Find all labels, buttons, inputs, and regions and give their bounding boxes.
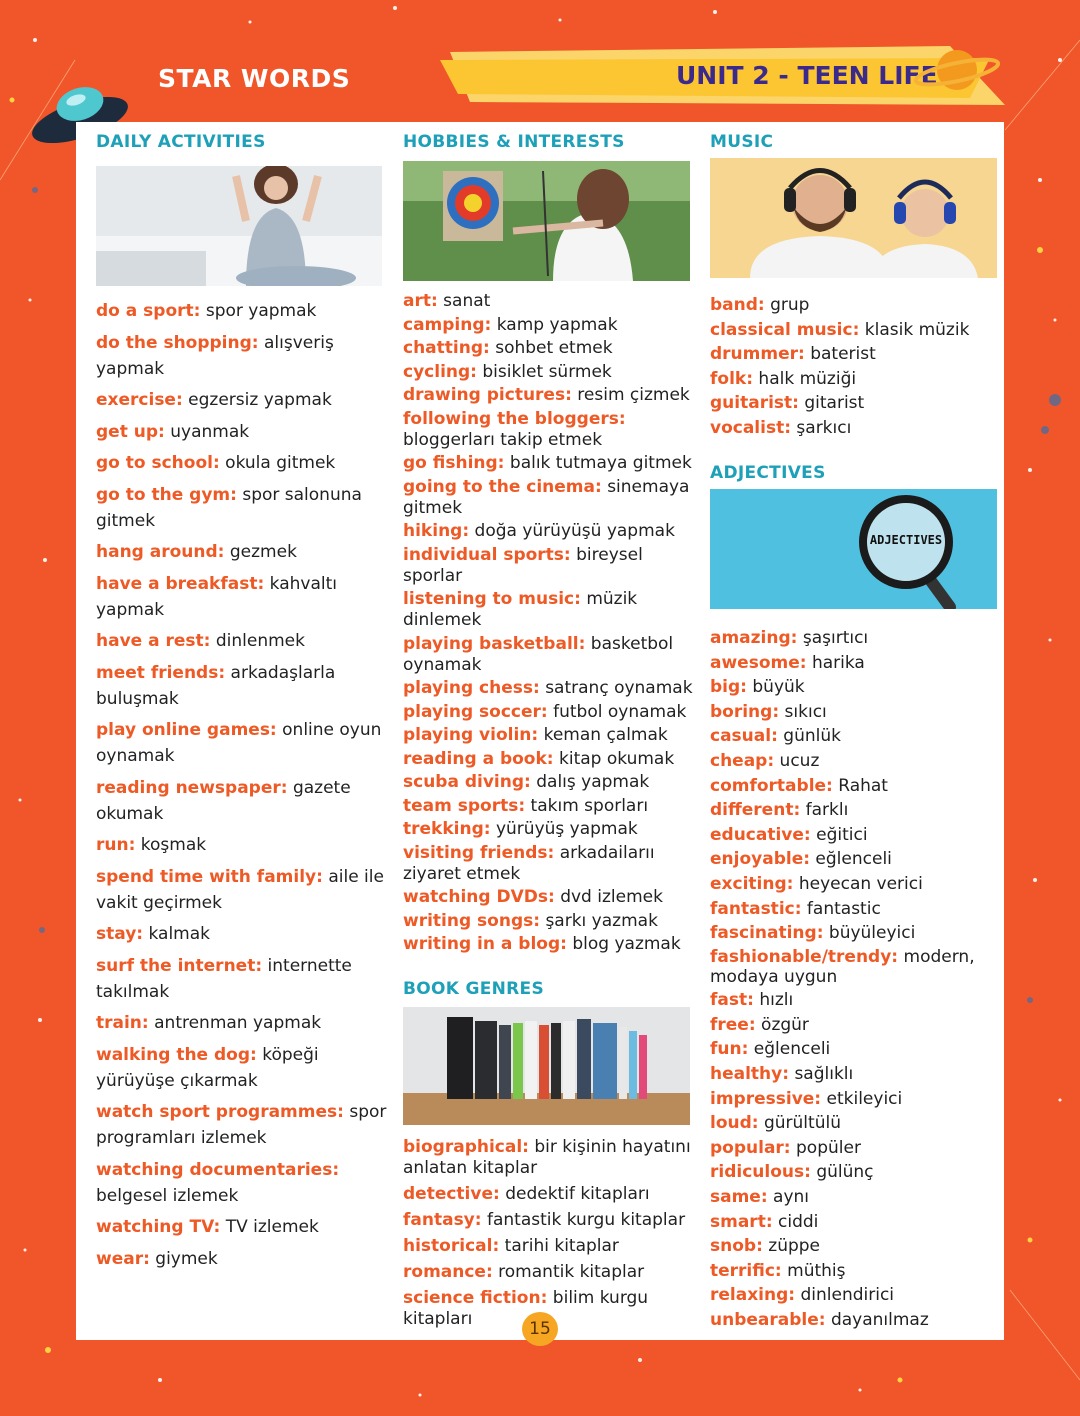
music-title: MUSIC — [710, 132, 774, 152]
daily-activities-column — [96, 122, 388, 1277]
woman-stretching-photo — [96, 166, 382, 286]
daily-item: go to school: okula gitmek — [96, 453, 336, 473]
hobby-item: writing songs: şarkı yazmak — [403, 910, 658, 931]
daily-item: exercise: egzersiz yapmak — [96, 390, 332, 410]
adjective-item: ridiculous: gülünç — [710, 1162, 874, 1183]
daily-item: have a breakfast: kahvaltı yapmak — [96, 573, 337, 620]
book-genre-item: detective: dedektif kitapları — [403, 1184, 650, 1204]
adjective-item: fast: hızlı — [710, 990, 794, 1011]
daily-item: watching documentaries: belgesel izlemek — [96, 1159, 340, 1206]
hobby-item: art: sanat — [403, 291, 491, 311]
adjective-item: different: farklı — [710, 800, 849, 821]
adjective-item: exciting: heyecan verici — [710, 873, 923, 894]
adjectives-image-label: ADJECTIVES — [869, 532, 943, 547]
adjective-item: snob: züppe — [710, 1236, 821, 1257]
daily-item: go to the gym: spor salonuna gitmek — [96, 484, 362, 531]
adjective-item: popular: popüler — [710, 1137, 861, 1158]
hobby-item: team sports: takım sporları — [403, 795, 649, 816]
music-item: classical music: klasik müzik — [710, 319, 970, 340]
daily-item: play online games: online oyun oynamak — [96, 720, 382, 766]
adjective-item: fun: eğlenceli — [710, 1039, 831, 1060]
adjective-item: big: büyük — [710, 677, 805, 698]
daily-item: get up: uyanmak — [96, 421, 250, 442]
adjective-item: casual: günlük — [710, 726, 841, 747]
music-item: band: grup — [710, 295, 810, 315]
hobby-item: following the bloggers: bloggerları takip etmek — [403, 408, 626, 450]
unit-title: UNIT 2 - TEEN LIFE — [676, 61, 938, 90]
adjective-item: fascinating: büyüleyici — [710, 923, 916, 944]
hobby-item: writing in a blog: blog yazmak — [403, 934, 681, 954]
daily-item: have a rest: dinlenmek — [96, 631, 305, 651]
music-item: drummer: baterist — [710, 344, 876, 365]
daily-item: watching TV: TV izlemek — [96, 1217, 319, 1237]
page-number: 15 — [522, 1312, 558, 1346]
archery-photo — [403, 161, 690, 281]
hobbies-column — [403, 122, 698, 1335]
hobbies-title: HOBBIES & INTERESTS — [403, 132, 625, 152]
books-photo — [403, 1007, 690, 1125]
adjective-item: educative: eğitici — [710, 824, 868, 845]
adjective-item: same: aynı — [710, 1187, 810, 1208]
hobby-item: playing soccer: futbol oynamak — [403, 701, 687, 722]
magnifier-photo — [710, 489, 997, 609]
adjective-item: awesome: harika — [710, 652, 865, 673]
adjective-item: enjoyable: eğlenceli — [710, 849, 892, 870]
daily-item: stay: kalmak — [96, 924, 210, 944]
daily-item: surf the internet: internette takılmak — [96, 955, 352, 1002]
hobby-item: going to the cinema: sinemaya gitmek — [403, 476, 690, 518]
daily-item: train: antrenman yapmak — [96, 1013, 322, 1033]
daily-activities-title: DAILY ACTIVITIES — [96, 132, 266, 152]
hobby-item: playing chess: satranç oynamak — [403, 678, 693, 698]
daily-item: spend time with family: aile ile vakit geçirmek — [96, 866, 384, 913]
daily-item: reading newspaper: gazete okumak — [96, 777, 351, 824]
book-genre-item: biographical: bir kişinin hayatını anlatan kitaplar — [403, 1137, 691, 1178]
adjective-item: comfortable: Rahat — [710, 775, 888, 796]
hobby-item: go fishing: balık tutmaya gitmek — [403, 453, 692, 473]
hobby-item: playing violin: keman çalmak — [403, 725, 668, 745]
adjective-item: cheap: ucuz — [710, 750, 820, 771]
hobby-item: watching DVDs: dvd izlemek — [403, 887, 663, 907]
adjective-item: healthy: sağlıklı — [710, 1064, 854, 1085]
hobby-item: listening to music: müzik dinlemek — [403, 589, 638, 630]
daily-item: run: koşmak — [96, 835, 207, 855]
book-genre-item: historical: tarihi kitaplar — [403, 1236, 619, 1256]
book-genre-item: science fiction: bilim kurgu kitapları — [403, 1288, 649, 1329]
hobby-item: chatting: sohbet etmek — [403, 338, 613, 358]
daily-item: wear: giymek — [96, 1248, 218, 1269]
hobby-item: trekking: yürüyüş yapmak — [403, 819, 638, 839]
adjective-item: free: özgür — [710, 1014, 809, 1035]
book-genres-title: BOOK GENRES — [403, 979, 544, 999]
book-genre-item: fantasy: fantastik kurgu kitaplar — [403, 1210, 686, 1230]
adjective-item: fantastic: fantastic — [710, 898, 881, 919]
music-item: folk: halk müziği — [710, 368, 857, 389]
adjective-item: loud: gürültülü — [710, 1113, 841, 1134]
hobby-item: scuba diving: dalış yapmak — [403, 772, 650, 792]
hobby-item: visiting friends: arkadailarıı ziyaret etmek — [403, 842, 655, 884]
adjective-item: smart: ciddi — [710, 1211, 819, 1232]
adjective-item: unbearable: dayanılmaz — [710, 1310, 929, 1330]
adjective-item: terrific: müthiş — [710, 1260, 846, 1281]
book-genre-item: romance: romantik kitaplar — [403, 1262, 645, 1282]
hobby-item: camping: kamp yapmak — [403, 314, 618, 335]
music-item: vocalist: şarkıcı — [710, 417, 852, 438]
music-item: guitarist: gitarist — [710, 393, 865, 414]
adjective-item: relaxing: dinlendirici — [710, 1285, 895, 1306]
daily-item: watch sport programmes: spor programları izlemek — [96, 1102, 387, 1148]
daily-item: hang around: gezmek — [96, 542, 297, 562]
hobby-item: cycling: bisiklet sürmek — [403, 361, 612, 382]
headphones-photo — [710, 158, 997, 278]
adjective-item: amazing: şaşırtıcı — [710, 627, 869, 648]
adjective-item: fashionable/trendy: modern, modaya uygun — [710, 946, 975, 987]
planet-icon — [912, 40, 1002, 104]
vocabulary-panel — [76, 122, 1004, 1340]
daily-item: walking the dog: köpeği yürüyüşe çıkarmak — [96, 1044, 319, 1091]
hobby-item: playing basketball: basketbol oynamak — [403, 633, 674, 675]
daily-item: do a sport: spor yapmak — [96, 301, 317, 321]
daily-item: do the shopping: alışveriş yapmak — [96, 332, 334, 379]
adjectives-title: ADJECTIVES — [710, 462, 826, 483]
adjective-item: boring: sıkıcı — [710, 701, 827, 722]
hobby-item: reading a book: kitap okumak — [403, 748, 675, 769]
hobby-item: hiking: doğa yürüyüşü yapmak — [403, 521, 675, 541]
hobby-item: individual sports: bireysel sporlar — [403, 544, 643, 586]
music-adjectives-column — [710, 122, 1000, 1334]
adjective-item: impressive: etkileyici — [710, 1088, 903, 1109]
page-title: STAR WORDS — [158, 64, 351, 93]
hobby-item: drawing pictures: resim çizmek — [403, 385, 690, 405]
daily-item: meet friends: arkadaşlarla buluşmak — [96, 662, 336, 709]
